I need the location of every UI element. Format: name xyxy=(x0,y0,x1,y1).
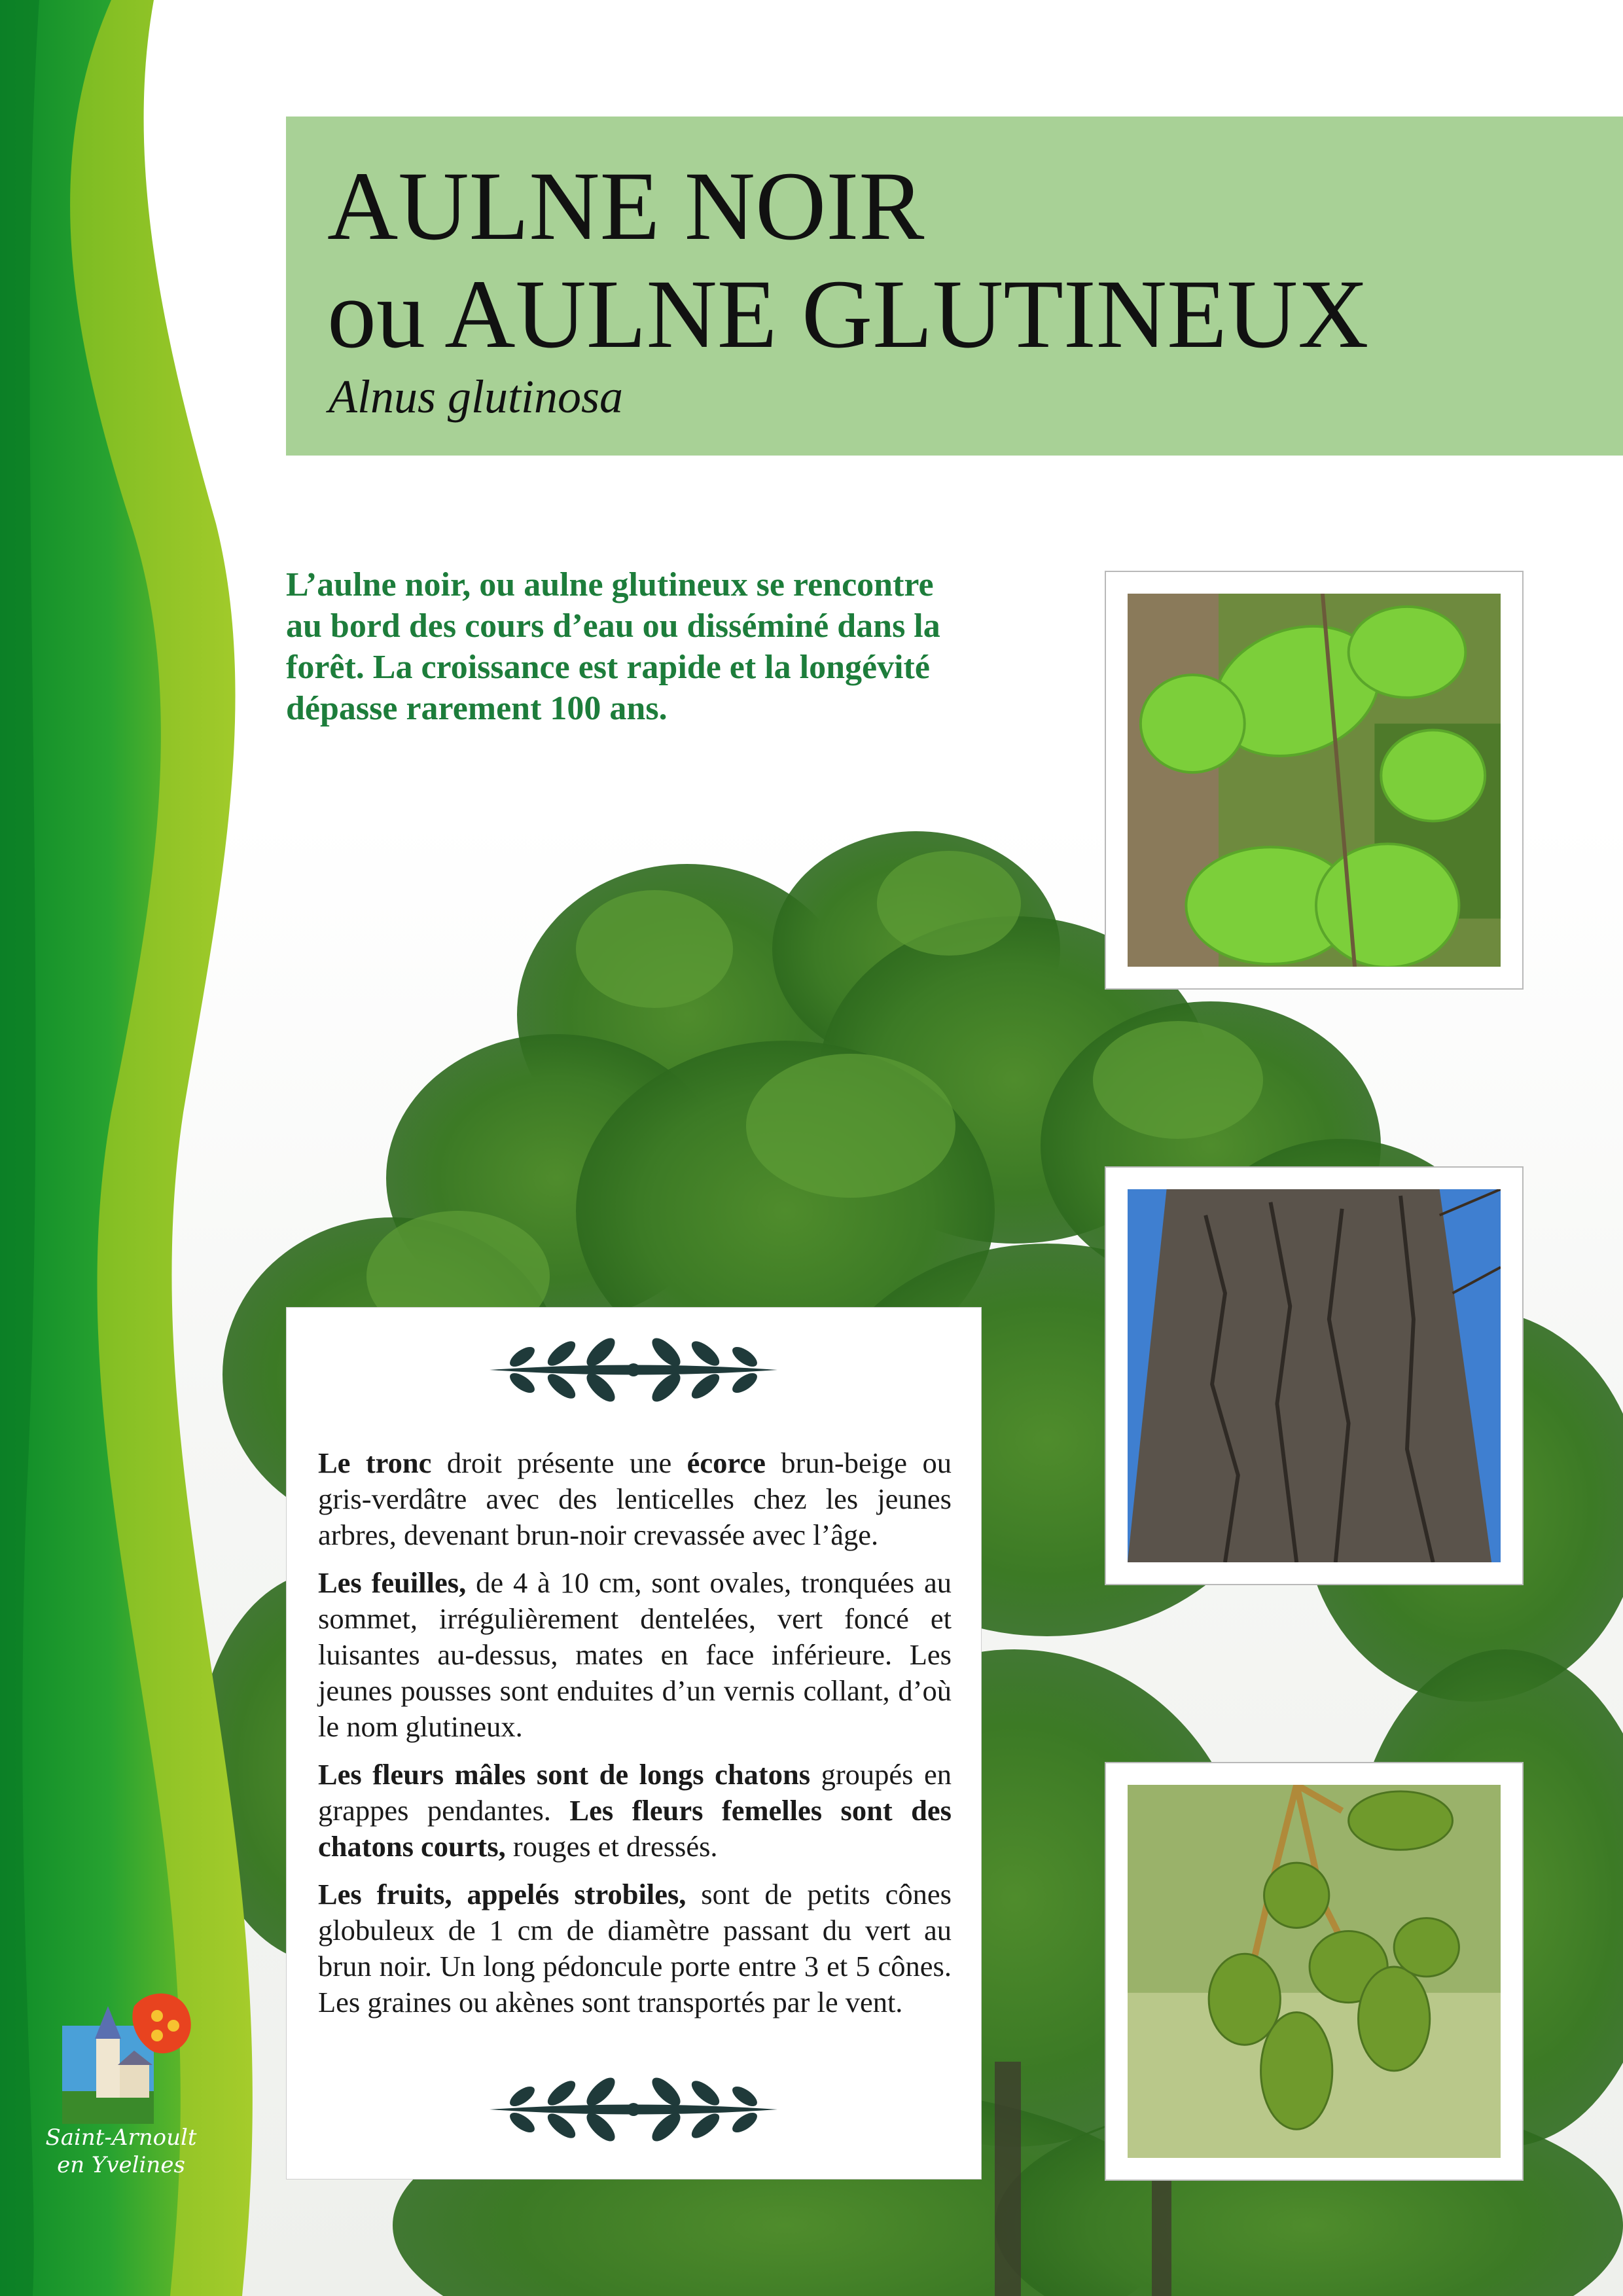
trunk-text-2: brun-beige ou gris-verdâtre avec des lenticelles chez les jeunes arbres, devenant brun-noir crevassée avec l’âge. xyxy=(318,1446,952,1551)
page-title-line-1: AULNE NOIR xyxy=(327,152,925,260)
floral-ornament-icon xyxy=(483,2073,784,2145)
cones-photo xyxy=(1128,1785,1501,2158)
bark-heading: écorce xyxy=(687,1446,766,1479)
flowers-text-1: groupés en grappes pendantes. xyxy=(318,1758,952,1827)
photo-frame-cones xyxy=(1105,1762,1524,2181)
photo-frame-leaves xyxy=(1105,571,1524,990)
leaves-heading: Les feuilles, xyxy=(318,1566,467,1599)
town-name-line-1: Saint-Arnoult xyxy=(45,2125,197,2151)
fruits-heading: Les fruits, appelés strobiles, xyxy=(318,1878,687,1910)
trunk-text-1: droit présente une xyxy=(431,1446,687,1479)
intro-paragraph: L’aulne noir, ou aulne glutineux se rencontre au bord des cours d’eau ou disséminé dans la forêt. La croissance est rapide et la longévité dépasse rarement 100 ans. xyxy=(286,566,940,727)
leaves-paragraph xyxy=(318,1565,952,1745)
latin-name: Alnus glutinosa xyxy=(329,370,624,423)
floral-ornament-icon xyxy=(483,1334,784,1406)
trunk-paragraph xyxy=(318,1445,952,1553)
male-flowers-heading: Les fleurs mâles sont de longs chatons xyxy=(318,1758,811,1791)
flowers-text-2: rouges et dressés. xyxy=(505,1830,718,1863)
town-name xyxy=(26,2124,216,2179)
photo-frame-trunk xyxy=(1105,1166,1524,1585)
fruits-paragraph xyxy=(318,1876,952,2020)
town-name-line-2: en Yvelines xyxy=(57,2152,185,2178)
trunk-photo xyxy=(1128,1189,1501,1562)
leaves-photo xyxy=(1128,594,1501,967)
description-box xyxy=(286,1307,982,2179)
page-title-line-2: ou AULNE GLUTINEUX xyxy=(327,260,1369,368)
description-text xyxy=(318,1445,952,2032)
female-flowers-heading: Les fleurs femelles sont des chatons courts, xyxy=(318,1794,952,1863)
fruits-text: sont de petits cônes globuleux de 1 cm de diamètre passant du vert au brun noir. Un long pédoncule porte entre 3 et 5 cônes. Les graines ou akènes sont transportés par le vent. xyxy=(318,1878,952,2018)
flowers-paragraph xyxy=(318,1757,952,1865)
trunk-heading: Le tronc xyxy=(318,1446,432,1479)
leaves-text: de 4 à 10 cm, sont ovales, tronquées au sommet, irrégulièrement dentelées, vert foncé et luisantes au-dessus, mates en face inférieure. Les jeunes pousses sont enduites d’un vernis collant, d’où le nom glutineux. xyxy=(318,1566,952,1743)
